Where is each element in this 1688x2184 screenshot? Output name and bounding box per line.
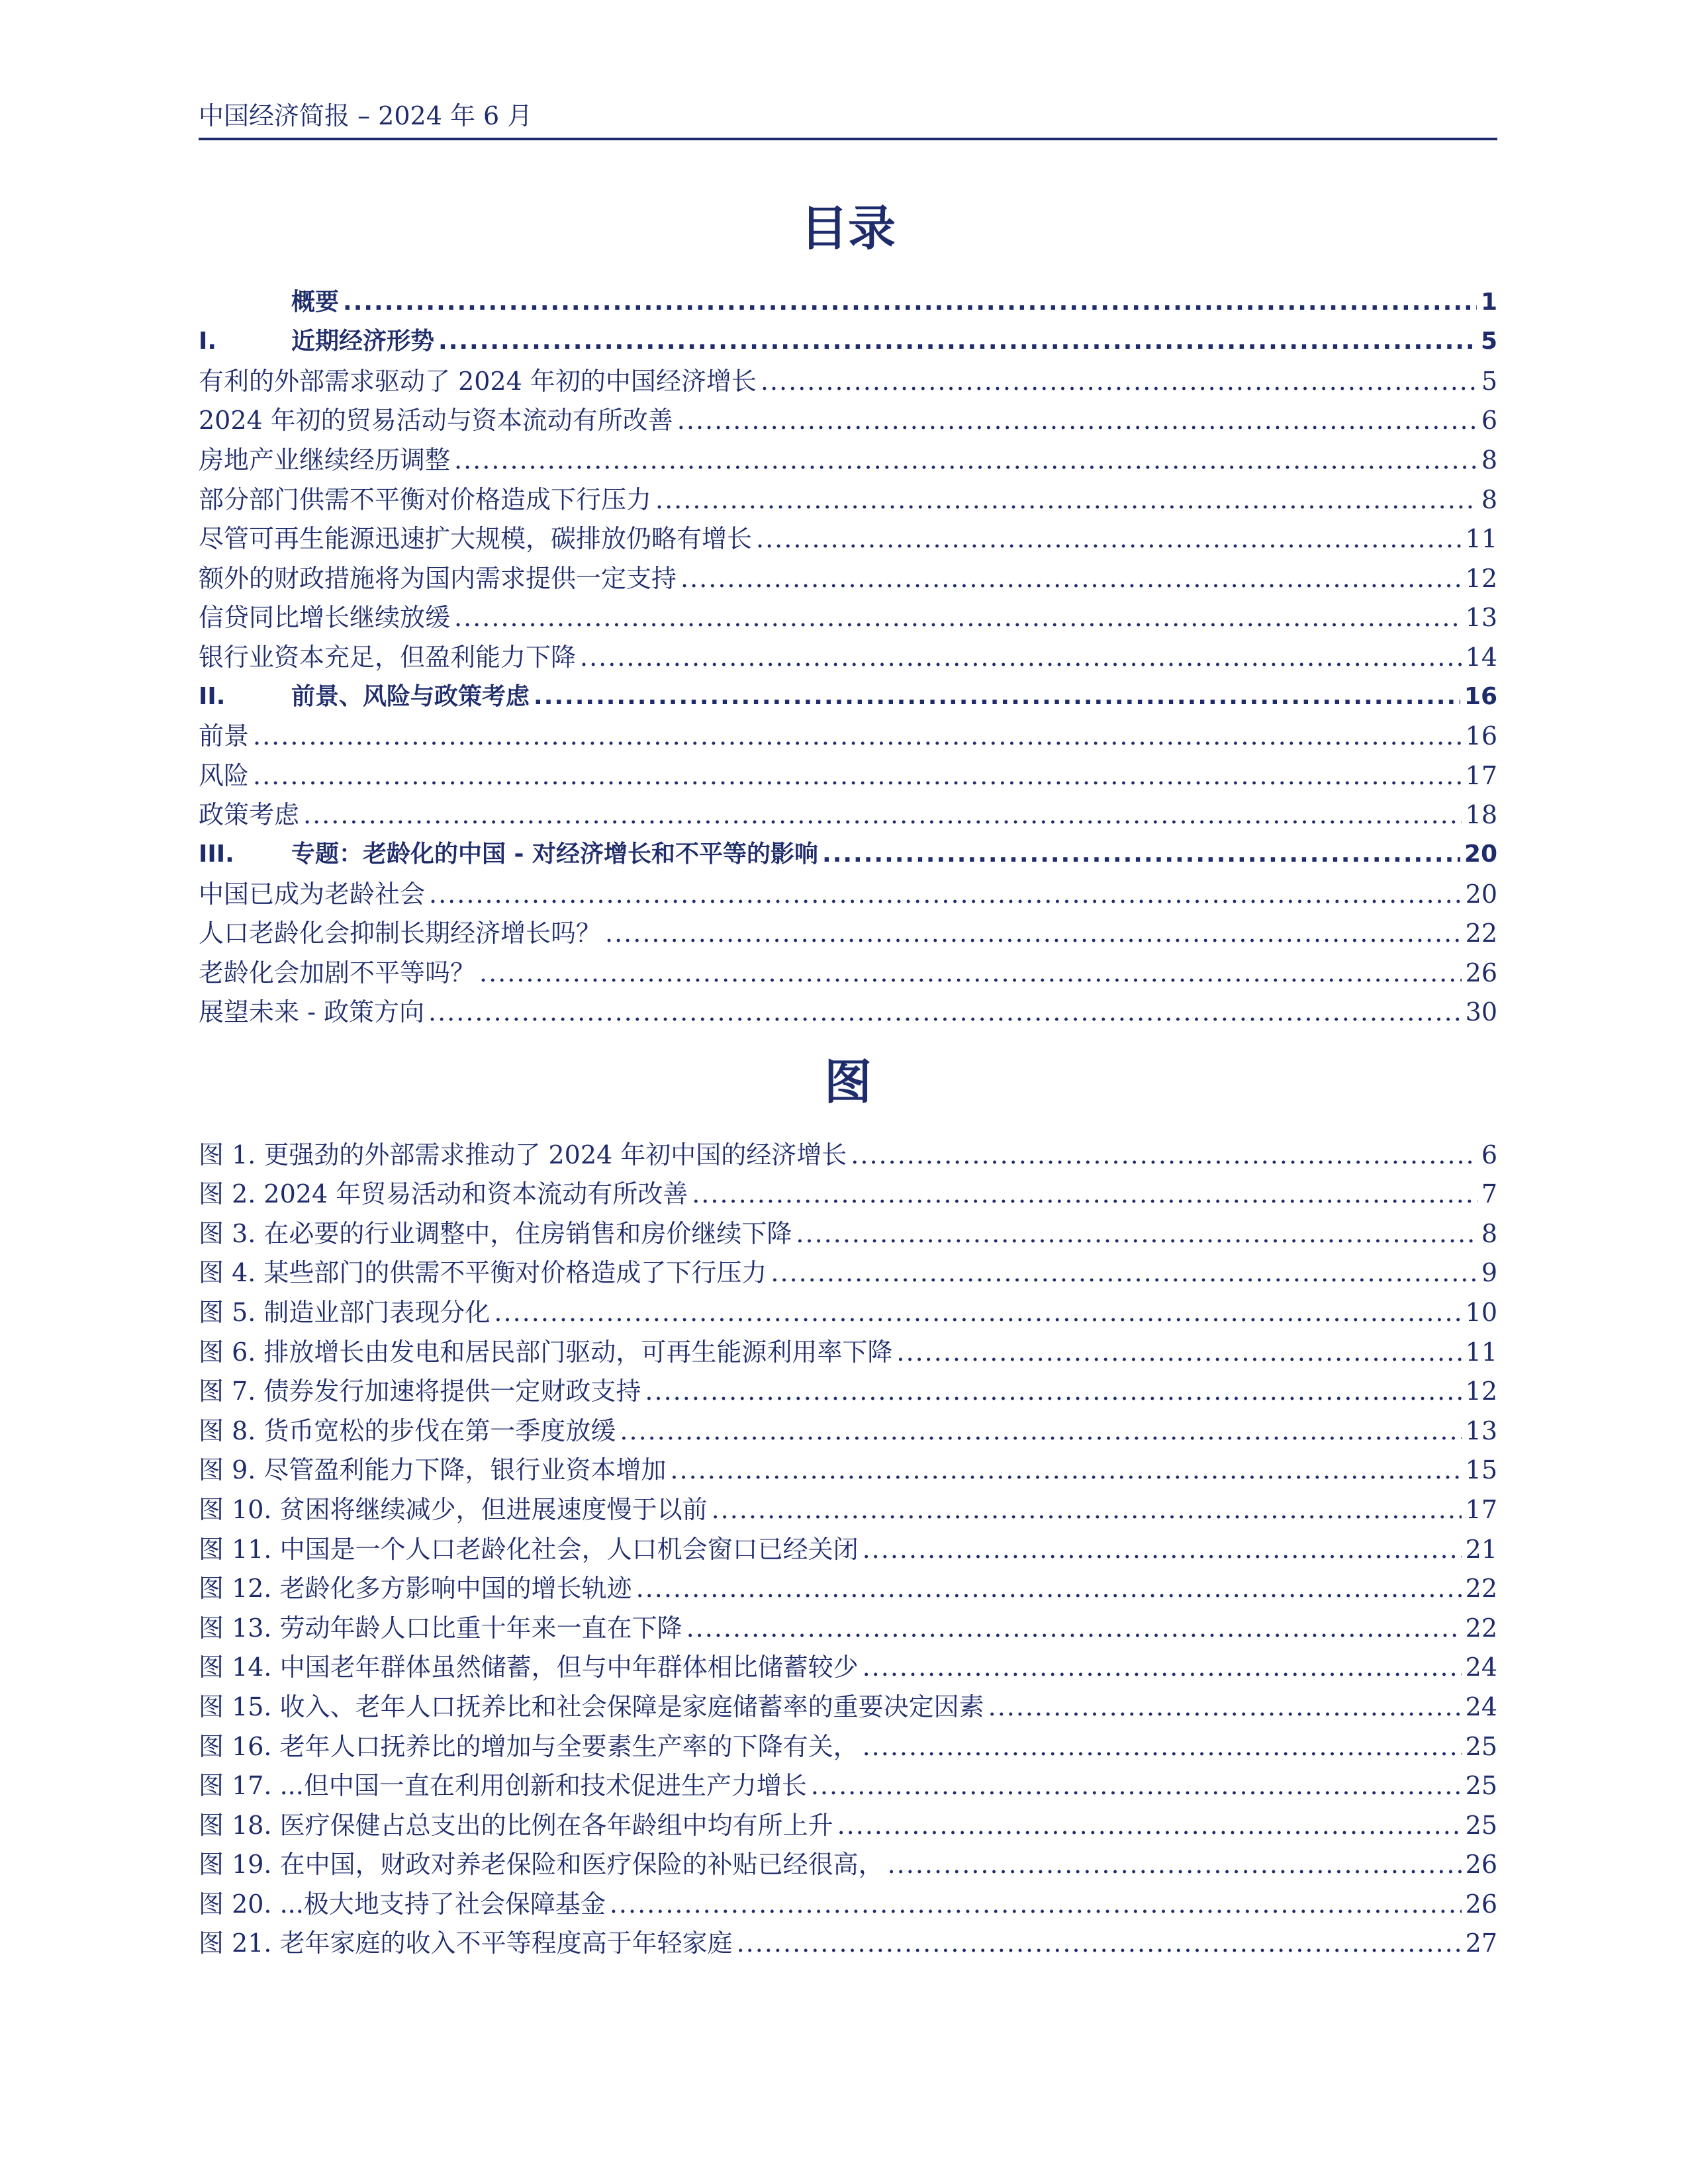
toc-entry-title: 部分部门供需不平衡对价格造成下行压力 (199, 484, 652, 514)
page-number: 9 (1481, 1258, 1497, 1288)
dot-leader (863, 1730, 1462, 1763)
page-number: 25 (1465, 1731, 1497, 1761)
figure-entry[interactable] (199, 1250, 1497, 1290)
figure-entry[interactable] (199, 1684, 1497, 1723)
page-number: 24 (1465, 1653, 1497, 1682)
figure-entry-title: 图 17. ...但中国一直在利用创新和技术促进生产力增长 (199, 1771, 807, 1801)
dot-leader (438, 325, 1477, 358)
dot-leader (680, 562, 1462, 595)
toc-entry-title: 老龄化会加剧不平等吗？ (199, 958, 476, 987)
figure-entry[interactable] (199, 1723, 1497, 1763)
toc-entry[interactable] (199, 358, 1497, 398)
dot-leader (796, 1217, 1477, 1250)
figure-entry-title: 图 4. 某些部门的供需不平衡对价格造成了下行压力 (199, 1258, 767, 1288)
dot-leader (712, 1493, 1462, 1526)
figure-entry-title: 图 2. 2024 年贸易活动和资本流动有所改善 (199, 1179, 688, 1209)
dot-leader (429, 878, 1462, 911)
figure-entry-title: 图 19. 在中国，财政对养老保险和医疗保险的补贴已经很高， (199, 1850, 884, 1880)
toc-entry[interactable] (199, 950, 1497, 989)
page-number: 25 (1465, 1771, 1497, 1801)
toc-entry-title: 中国已成为老龄社会 (199, 879, 426, 909)
page-number: 26 (1465, 958, 1497, 987)
dot-leader (580, 641, 1462, 674)
figure-entry[interactable] (199, 1369, 1497, 1408)
page-number: 13 (1465, 1416, 1497, 1445)
toc-entry[interactable] (199, 398, 1497, 437)
page-number: 16 (1465, 721, 1497, 751)
page-number: 8 (1481, 1218, 1497, 1248)
page-number: 24 (1465, 1692, 1497, 1721)
dot-leader (771, 1256, 1477, 1289)
page-number: 21 (1465, 1534, 1497, 1564)
page-number: 6 (1481, 406, 1497, 435)
toc-entry[interactable] (199, 911, 1497, 950)
figure-entry[interactable] (199, 1921, 1497, 1960)
page-number: 5 (1480, 328, 1497, 355)
toc-entry-title: 概要 (291, 288, 340, 316)
dot-leader (756, 522, 1462, 555)
figure-entry-title: 图 3. 在必要的行业调整中，住房销售和房价继续下降 (199, 1218, 792, 1248)
figure-entry[interactable] (199, 1526, 1497, 1566)
dot-leader (343, 286, 1477, 319)
toc-entry[interactable] (199, 319, 1497, 359)
figure-entry-title: 图 5. 制造业部门表现分化 (199, 1297, 491, 1327)
figures-title: 图 (823, 1054, 872, 1110)
figure-entry[interactable] (199, 1289, 1497, 1329)
toc-entry-title: 有利的外部需求驱动了 2024 年初的中国经济增长 (199, 366, 757, 396)
figure-entry-title: 图 16. 老年人口抚养比的增加与全要素生产率的下降有关， (199, 1731, 859, 1761)
figure-entry-title: 图 20. ...极大地支持了社会保障基金 (199, 1889, 606, 1919)
dot-leader (737, 1927, 1462, 1960)
page-number: 26 (1465, 1850, 1497, 1880)
page-number: 8 (1481, 445, 1497, 475)
dot-leader (822, 838, 1460, 871)
page-number: 27 (1465, 1929, 1497, 1958)
figure-entry[interactable] (199, 1842, 1497, 1882)
toc-entry[interactable] (199, 674, 1497, 713)
figure-entry-title: 图 1. 更强劲的外部需求推动了 2024 年初中国的经济增长 (199, 1140, 847, 1169)
toc-entry[interactable] (199, 752, 1497, 792)
toc-entry-number: II. (199, 682, 226, 710)
page-number: 12 (1465, 1377, 1497, 1406)
report-header (199, 99, 1497, 140)
toc-entry[interactable] (199, 792, 1497, 832)
figure-entry-title: 图 9. 尽管盈利能力下降，银行业资本增加 (199, 1455, 667, 1485)
figure-entry-title: 图 18. 医疗保健占总支出的比例在各年龄组中均有所上升 (199, 1810, 833, 1840)
page-number: 7 (1481, 1179, 1497, 1209)
toc-entry-number: I. (199, 328, 217, 355)
figures-list (199, 1132, 1497, 1960)
toc-entry[interactable] (199, 516, 1497, 556)
page-number: 26 (1465, 1889, 1497, 1919)
figure-entry-title: 图 6. 排放增长由发电和居民部门驱动，可再生能源利用率下降 (199, 1337, 893, 1367)
figure-entry[interactable] (199, 1881, 1497, 1921)
toc-entry[interactable] (199, 831, 1497, 871)
toc-entry-title: 专题：老龄化的中国 - 对经济增长和不平等的影响 (291, 840, 819, 868)
page-number: 17 (1465, 1494, 1497, 1524)
dot-leader (303, 798, 1462, 831)
toc-entry[interactable] (199, 595, 1497, 635)
dot-leader (761, 365, 1477, 398)
toc-entry-title: 银行业资本充足，但盈利能力下降 (199, 642, 577, 672)
figure-entry[interactable] (199, 1408, 1497, 1447)
figure-entry[interactable] (199, 1171, 1497, 1211)
toc-entry[interactable] (199, 437, 1497, 477)
toc-entry-title: 房地产业继续经历调整 (199, 445, 451, 475)
figure-entry[interactable] (199, 1802, 1497, 1842)
dot-leader (610, 1888, 1462, 1921)
page-number: 25 (1465, 1810, 1497, 1840)
dot-leader (692, 1177, 1477, 1210)
page-number: 15 (1465, 1455, 1497, 1485)
figure-entry[interactable] (199, 1486, 1497, 1526)
toc-entry[interactable] (199, 555, 1497, 595)
page-number: 6 (1481, 1140, 1497, 1169)
figure-entry-title: 图 13. 劳动年龄人口比重十年来一直在下降 (199, 1613, 682, 1643)
toc-entry[interactable] (199, 713, 1497, 753)
report-header-text: 中国经济简报 – 2024 年 6 月 (199, 101, 533, 130)
page-number: 10 (1465, 1297, 1497, 1327)
dot-leader (863, 1533, 1462, 1566)
figure-entry[interactable] (199, 1605, 1497, 1645)
dot-leader (479, 956, 1462, 989)
dot-leader (888, 1848, 1462, 1881)
page-number: 30 (1465, 997, 1497, 1027)
figure-entry-title: 图 7. 债券发行加速将提供一定财政支持 (199, 1377, 641, 1406)
dot-leader (645, 1375, 1461, 1408)
toc-entry-title: 人口老龄化会抑制长期经济增长吗？ (199, 919, 602, 948)
toc-entry[interactable] (199, 871, 1497, 911)
dot-leader (454, 443, 1477, 477)
toc-entry-title: 展望未来 - 政策方向 (199, 997, 424, 1027)
toc-entry-title: 近期经济形势 (291, 328, 435, 355)
figure-entry[interactable] (199, 1447, 1497, 1487)
dot-leader (896, 1336, 1461, 1369)
figure-entry[interactable] (199, 1329, 1497, 1369)
dot-leader (851, 1138, 1477, 1171)
toc-entry-title: 前景 (199, 721, 250, 751)
page-number: 14 (1465, 642, 1497, 672)
figure-entry[interactable] (199, 1132, 1497, 1171)
page-number: 22 (1465, 1613, 1497, 1643)
figure-entry[interactable] (199, 1645, 1497, 1684)
page-number: 1 (1480, 288, 1497, 316)
dot-leader (253, 719, 1462, 752)
page-number: 5 (1481, 366, 1497, 396)
figure-entry-title: 图 10. 贫困将继续减少，但进展速度慢于以前 (199, 1494, 708, 1524)
toc-entry-number: III. (199, 840, 234, 868)
figure-entry-title: 图 15. 收入、老年人口抚养比和社会保障是家庭储蓄率的重要决定因素 (199, 1692, 984, 1721)
figure-entry[interactable] (199, 1210, 1497, 1250)
toc-entry-title: 风险 (199, 760, 250, 790)
page-number: 11 (1465, 524, 1497, 554)
dot-leader (837, 1809, 1462, 1842)
dot-leader (428, 995, 1462, 1028)
toc-entry-title: 信贷同比增长继续放缓 (199, 603, 451, 633)
dot-leader (655, 483, 1477, 516)
toc-title: 目录 (800, 200, 896, 256)
figure-entry[interactable] (199, 1763, 1497, 1803)
figure-entry[interactable] (199, 1566, 1497, 1606)
toc-list (199, 279, 1497, 1028)
figure-entry-title: 图 21. 老年家庭的收入不平等程度高于年轻家庭 (199, 1929, 733, 1958)
dot-leader (454, 601, 1462, 634)
dot-leader (494, 1296, 1461, 1329)
toc-entry[interactable] (199, 477, 1497, 516)
dot-leader (534, 680, 1460, 713)
toc-entry-title: 额外的财政措施将为国内需求提供一定支持 (199, 563, 677, 593)
toc-entry-title: 尽管可再生能源迅速扩大规模，碳排放仍略有增长 (199, 524, 753, 554)
dot-leader (677, 404, 1477, 437)
toc-entry[interactable] (199, 634, 1497, 674)
page-number: 18 (1465, 800, 1497, 830)
toc-entry[interactable] (199, 989, 1497, 1029)
figure-entry-title: 图 8. 货币宽松的步伐在第一季度放缓 (199, 1416, 616, 1445)
dot-leader (988, 1690, 1462, 1723)
page-number: 8 (1481, 484, 1497, 514)
dot-leader (670, 1453, 1461, 1486)
dot-leader (811, 1769, 1462, 1802)
dot-leader (253, 759, 1462, 792)
page-number: 12 (1465, 563, 1497, 593)
page-number: 16 (1464, 682, 1497, 710)
page-number: 20 (1465, 879, 1497, 909)
page-number: 11 (1465, 1337, 1497, 1367)
toc-entry-title: 政策考虑 (199, 800, 300, 830)
page-number: 22 (1465, 1574, 1497, 1604)
figure-entry-title: 图 11. 中国是一个人口老龄化社会，人口机会窗口已经关闭 (199, 1534, 859, 1564)
dot-leader (636, 1572, 1462, 1605)
figure-entry-title: 图 12. 老龄化多方影响中国的增长轨迹 (199, 1574, 632, 1604)
page-number: 13 (1465, 603, 1497, 633)
page-number: 17 (1465, 760, 1497, 790)
toc-entry-title: 前景、风险与政策考虑 (291, 682, 530, 710)
page-number: 22 (1465, 919, 1497, 948)
toc-entry[interactable] (199, 279, 1497, 319)
dot-leader (863, 1651, 1462, 1684)
toc-entry-title: 2024 年初的贸易活动与资本流动有所改善 (199, 406, 673, 435)
page-number: 20 (1464, 840, 1497, 868)
figure-entry-title: 图 14. 中国老年群体虽然储蓄，但与中年群体相比储蓄较少 (199, 1653, 859, 1682)
dot-leader (605, 917, 1462, 950)
dot-leader (620, 1414, 1461, 1447)
dot-leader (686, 1612, 1462, 1645)
